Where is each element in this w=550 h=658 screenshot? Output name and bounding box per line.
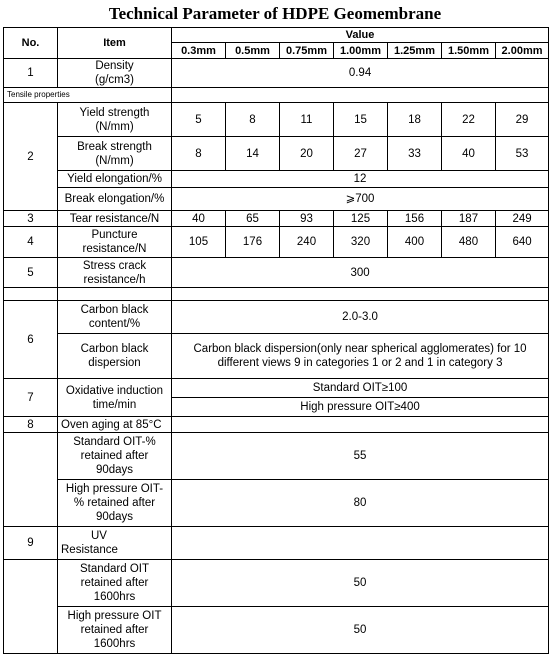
value-cell: 53 (496, 137, 549, 171)
value-cell: 29 (496, 103, 549, 137)
value-cell: 93 (280, 211, 334, 227)
thickness-header: 1.00mm (334, 43, 388, 59)
item-standard-oit-1600hrs: Standard OIT retained after 1600hrs (58, 560, 172, 607)
value-cell: 249 (496, 211, 549, 227)
value-high-pressure-oit: High pressure OIT≥400 (172, 398, 549, 417)
item-oxidative-induction: Oxidative induction time/min (58, 379, 172, 417)
row-number: 9 (4, 527, 58, 560)
item-carbon-black-dispersion: Carbon black dispersion (58, 334, 172, 379)
item-break-elongation: Break elongation/% (58, 188, 172, 211)
value-break-elongation: ⩾700 (172, 188, 549, 211)
tensile-properties-label: Tensile properties (4, 88, 172, 103)
value-yield-elongation: 12 (172, 171, 549, 188)
value-cell: 11 (280, 103, 334, 137)
value-cell: 320 (334, 227, 388, 258)
value-cell: 14 (226, 137, 280, 171)
value-cell: 8 (172, 137, 226, 171)
value-cell: 40 (172, 211, 226, 227)
row-number: 3 (4, 211, 58, 227)
value-cell: 22 (442, 103, 496, 137)
value-carbon-black-content: 2.0-3.0 (172, 301, 549, 334)
thickness-header: 0.75mm (280, 43, 334, 59)
item-stress-crack: Stress crack resistance/h (58, 258, 172, 288)
value-standard-oit-90days: 55 (172, 433, 549, 480)
row-number: 8 (4, 417, 58, 433)
value-high-pressure-oit-1600hrs: 50 (172, 607, 549, 654)
value-cell: 40 (442, 137, 496, 171)
item-break-strength: Break strength (N/mm) (58, 137, 172, 171)
page-title: Technical Parameter of HDPE Geomembrane (108, 4, 442, 23)
value-density: 0.94 (172, 59, 549, 88)
item-puncture-resistance: Puncture resistance/N (58, 227, 172, 258)
empty-cell (4, 560, 58, 654)
value-cell: 156 (388, 211, 442, 227)
row-number: 1 (4, 59, 58, 88)
item-yield-strength: Yield strength (N/mm) (58, 103, 172, 137)
item-standard-oit-90days: Standard OIT-% retained after 90days (58, 433, 172, 480)
value-cell: 18 (388, 103, 442, 137)
value-cell: 5 (172, 103, 226, 137)
value-cell: 15 (334, 103, 388, 137)
value-cell: 187 (442, 211, 496, 227)
value-cell: 480 (442, 227, 496, 258)
header-no: No. (4, 28, 58, 59)
spec-table (3, 27, 549, 654)
item-yield-elongation: Yield elongation/% (58, 171, 172, 188)
row-number: 7 (4, 379, 58, 417)
value-standard-oit: Standard OIT≥100 (172, 379, 549, 398)
row-number: 6 (4, 301, 58, 379)
item-high-pressure-oit-1600hrs: High pressure OIT retained after 1600hrs (58, 607, 172, 654)
empty-cell (4, 288, 58, 301)
item-tear-resistance: Tear resistance/N (58, 211, 172, 227)
item-high-pressure-oit-90days: High pressure OIT- % retained after 90days (58, 480, 172, 527)
value-carbon-black-dispersion: Carbon black dispersion(only near spherical agglomerates) for 10 different views 9 in categories 1 or 2 and 1 in category 3 (172, 334, 549, 379)
thickness-header: 1.50mm (442, 43, 496, 59)
value-standard-oit-1600hrs: 50 (172, 560, 549, 607)
item-carbon-black-content: Carbon black content/% (58, 301, 172, 334)
row-number: 4 (4, 227, 58, 258)
value-cell: 240 (280, 227, 334, 258)
header-value: Value (172, 28, 549, 43)
empty-cell (172, 288, 549, 301)
value-high-pressure-oit-90days: 80 (172, 480, 549, 527)
value-cell: 125 (334, 211, 388, 227)
value-cell: 65 (226, 211, 280, 227)
thickness-header: 2.00mm (496, 43, 549, 59)
item-oven-aging: Oven aging at 85°C (58, 417, 172, 433)
value-cell: 8 (226, 103, 280, 137)
empty-cell (58, 288, 172, 301)
value-cell: 20 (280, 137, 334, 171)
row-number: 2 (4, 103, 58, 211)
item-density: Density (g/cm3) (58, 59, 172, 88)
value-stress-crack: 300 (172, 258, 549, 288)
empty-cell (172, 417, 549, 433)
empty-cell (172, 88, 549, 103)
thickness-header: 1.25mm (388, 43, 442, 59)
value-cell: 33 (388, 137, 442, 171)
item-uv-resistance: UV Resistance (58, 527, 172, 560)
header-item: Item (58, 28, 172, 59)
value-cell: 27 (334, 137, 388, 171)
value-cell: 400 (388, 227, 442, 258)
row-number: 5 (4, 258, 58, 288)
value-cell: 176 (226, 227, 280, 258)
thickness-header: 0.5mm (226, 43, 280, 59)
thickness-header: 0.3mm (172, 43, 226, 59)
empty-cell (4, 433, 58, 527)
empty-cell (172, 527, 549, 560)
value-cell: 640 (496, 227, 549, 258)
value-cell: 105 (172, 227, 226, 258)
